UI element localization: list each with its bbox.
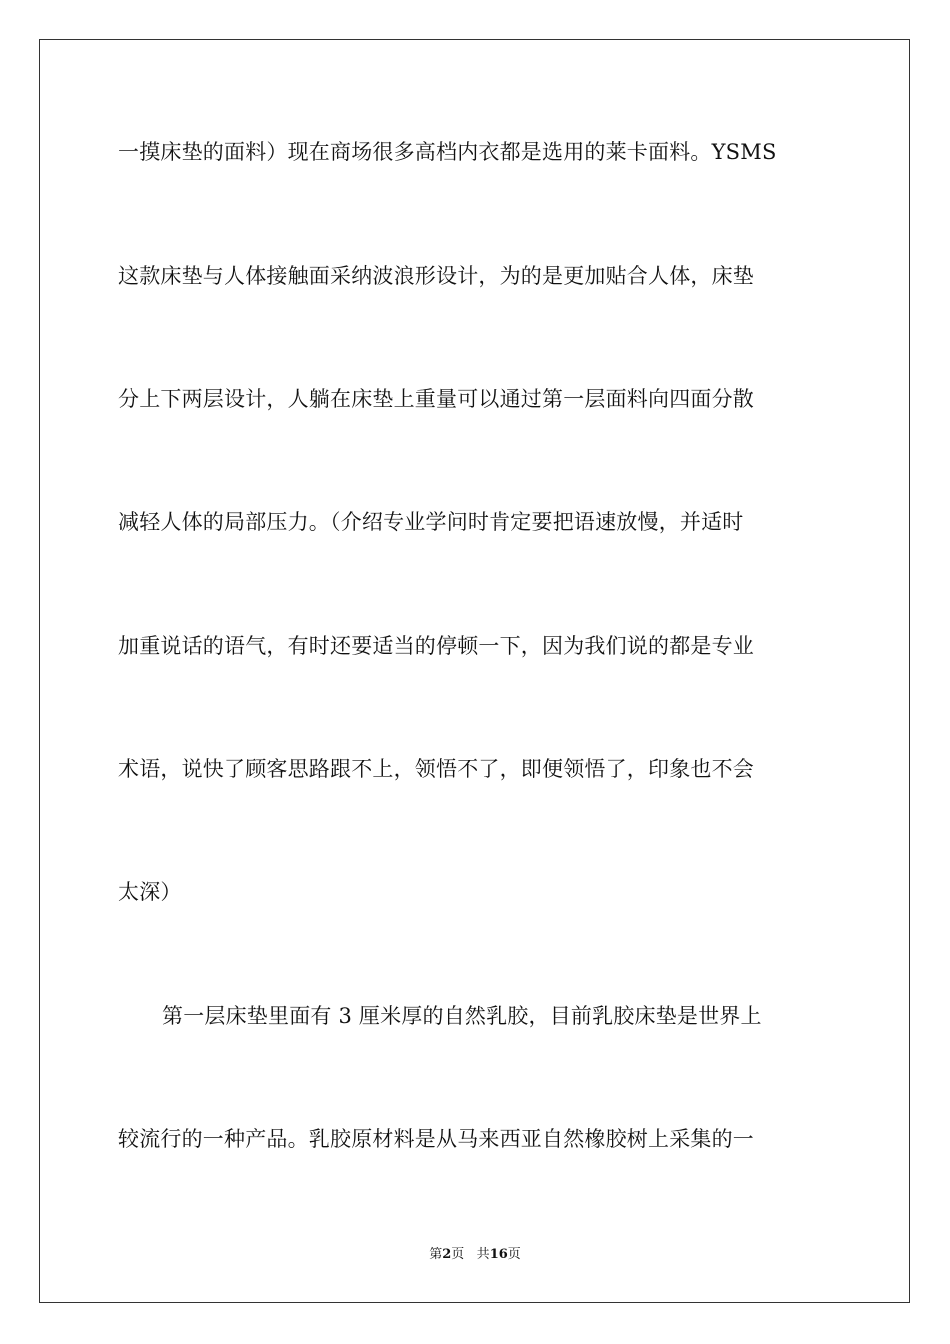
- text-line: 这款床垫与人体接触面采纳波浪形设计，为的是更加贴合人体，床垫: [118, 264, 754, 288]
- page-footer: [0, 1246, 950, 1264]
- total-label-prefix: 共: [476, 1247, 490, 1262]
- text-line: 减轻人体的局部压力。（介绍专业学问时肯定要把语速放慢，并适时: [118, 510, 744, 534]
- page-border: [39, 39, 910, 1303]
- text-line: 分上下两层设计，人躺在床垫上重量可以通过第一层面料向四面分散: [118, 387, 754, 411]
- page-label-prefix: 第: [429, 1247, 443, 1262]
- text-line: 较流行的一种产品。乳胶原材料是从马来西亚自然橡胶树上采集的一: [118, 1127, 754, 1151]
- current-page-number: 2: [442, 1247, 452, 1262]
- total-label-suffix: 页: [507, 1247, 521, 1262]
- text-line: 太深）: [118, 880, 182, 904]
- text-line: 一摸床垫的面料）现在商场很多高档内衣都是选用的莱卡面料。YSMS: [118, 140, 777, 164]
- paragraph-first-line: 第一层床垫里面有 3 厘米厚的自然乳胶，目前乳胶床垫是世界上: [162, 1004, 762, 1028]
- total-pages-number: 16: [489, 1247, 508, 1262]
- page-label-suffix: 页: [451, 1247, 465, 1262]
- text-line: 术语，说快了顾客思路跟不上，领悟不了，即便领悟了，印象也不会: [118, 757, 754, 781]
- text-line: 加重说话的语气，有时还要适当的停顿一下，因为我们说的都是专业: [118, 634, 754, 658]
